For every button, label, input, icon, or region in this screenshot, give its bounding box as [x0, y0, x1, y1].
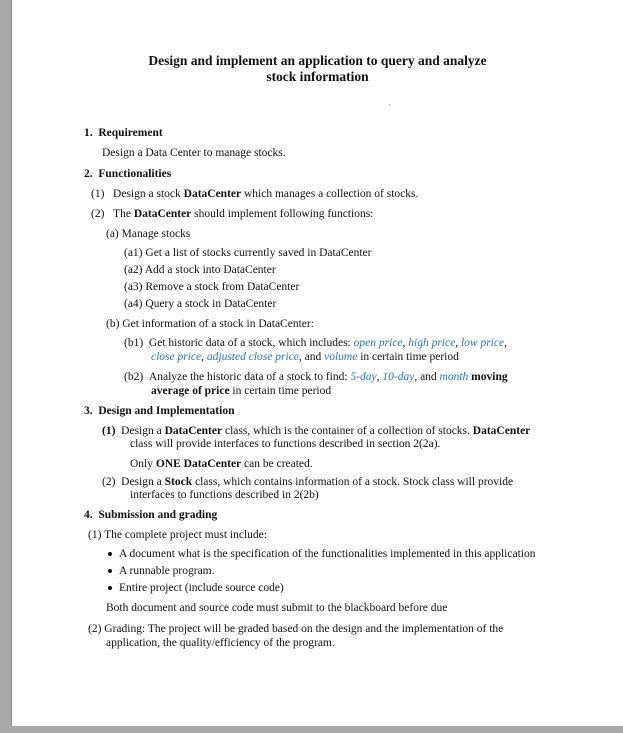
section-1-text: Design a Data Center to manage stocks. [102, 147, 286, 159]
sub-b2-text: Analyze the historic data of a stock to find: [148, 371, 348, 383]
sub-b2-line-2 [151, 384, 331, 398]
moving-term: moving [471, 371, 508, 383]
section-3-heading [84, 404, 234, 418]
page-speck [389, 104, 390, 105]
title-line-2: stock information [266, 69, 369, 84]
item-bold: DataCenter [164, 425, 223, 437]
sub-b2-line-1: (b2) Analyze the historic data of a stock to find: 5-day, 10-day, and month moving [124, 371, 508, 383]
adjusted-close-price-term: adjusted close price [206, 351, 299, 363]
item-text: should implement following functions: [194, 208, 374, 220]
item-bold: DataCenter [183, 188, 242, 200]
sub-a4: (a4) Query a stock in DataCenter [124, 298, 277, 310]
item-text: class, which is the container of a collection of stocks. [224, 425, 470, 437]
sub-b-label: (b) Get information of a stock in DataCenter: [106, 318, 314, 330]
section-2-item-1 [91, 187, 418, 201]
five-day-term: 5-day [350, 371, 377, 383]
item-text: The [113, 208, 131, 220]
connector-text: and [420, 371, 437, 383]
sub-a3: (a3) Remove a stock from DataCenter [124, 281, 300, 293]
item-text: Design a [121, 476, 162, 488]
section-1-title: Requirement [98, 127, 163, 139]
section-2-title: Functionalities [98, 168, 172, 180]
section-4-item-2-line-1: (2) Grading: The project will be graded based on the design and the implementation of the [88, 623, 504, 635]
sub-b1-text: Get historic data of a stock, which includes: [148, 337, 351, 349]
low-price-term: low price [460, 337, 505, 349]
item-text: which manages a collection of stocks. [244, 188, 419, 200]
title-line-1: Design and implement an application to query and analyze [148, 53, 487, 68]
sub-b2-text: in certain time period [232, 385, 332, 397]
item-number: (2) [102, 476, 116, 488]
sub-b1-text: in certain time period [360, 351, 459, 363]
list-item: Entire project (include source code) [119, 582, 284, 594]
section-3-number: 3. [84, 405, 93, 417]
sub-b2-number: (b2) [124, 371, 144, 383]
item-number: (1) [91, 188, 105, 200]
section-1-number: 1. [84, 127, 93, 139]
section-4-number: 4. [84, 509, 93, 521]
section-2-item-2 [91, 207, 373, 221]
section-3-item-2-line-1 [102, 475, 513, 489]
document-title [12, 53, 623, 85]
section-4-title: Submission and grading [98, 509, 218, 521]
high-price-term: high price [408, 337, 456, 349]
section-1-heading [84, 126, 163, 140]
sub-a-label: (a) Manage stocks [106, 228, 191, 240]
item-text: class, which contains information of a stock. Stock class will provide [194, 476, 514, 488]
item-number: (2) [91, 208, 105, 220]
section-4-item-2-line-2: application, the quality/efficiency of the program. [106, 637, 335, 649]
item-number: (1) [102, 425, 116, 437]
section-4-heading [84, 508, 217, 522]
connector-text: and [304, 351, 322, 363]
section-3-item-1-line-2: class will provide interfaces to functions described in section 2(2a). [130, 438, 441, 450]
section-3-title: Design and Implementation [98, 405, 235, 417]
sub-b1-number: (b1) [124, 337, 144, 349]
average-of-price-term: average of price [151, 385, 230, 397]
ten-day-term: 10-day [382, 371, 415, 383]
section-4-item-1: (1) The complete project must include: [88, 529, 267, 541]
section-3-item-1-line-1 [102, 424, 530, 438]
list-item: A runnable program. [119, 565, 215, 577]
section-2-heading [84, 167, 171, 181]
item-text: Design a stock [113, 188, 181, 200]
section-3-only-one [130, 457, 313, 471]
submission-note: Both document and source code must submit to the blackboard before due [106, 602, 448, 614]
item-text: Only [130, 458, 153, 470]
sub-b1-line-1: (b1) Get historic data of a stock, which includes: open price, high price, low price, [124, 337, 507, 349]
month-term: month [439, 371, 469, 383]
sub-a1: (a1) Get a list of stocks currently saved in DataCenter [124, 247, 372, 259]
item-bold: DataCenter [133, 208, 192, 220]
section-2-number: 2. [84, 168, 93, 180]
item-bold: DataCenter [472, 425, 531, 437]
open-price-term: open price [353, 337, 403, 349]
sub-b1-line-2: close price, adjusted close price, and volume in certain time period [151, 351, 459, 363]
sub-a2: (a2) Add a stock into DataCenter [124, 264, 276, 276]
bullet-icon [108, 586, 112, 590]
item-bold: ONE DataCenter [155, 458, 242, 470]
document-page [11, 0, 623, 726]
close-price-term: close price [151, 351, 202, 363]
item-text: Design a [121, 425, 162, 437]
section-3-item-2-line-2: interfaces to functions described in 2(2b) [130, 489, 319, 501]
list-item: A document what is the specification of the functionalities implemented in this application [119, 548, 536, 560]
item-text: can be created. [244, 458, 313, 470]
bullet-icon [108, 552, 112, 556]
volume-term: volume [324, 351, 358, 363]
bullet-icon [108, 569, 112, 573]
item-bold: Stock [164, 476, 193, 488]
